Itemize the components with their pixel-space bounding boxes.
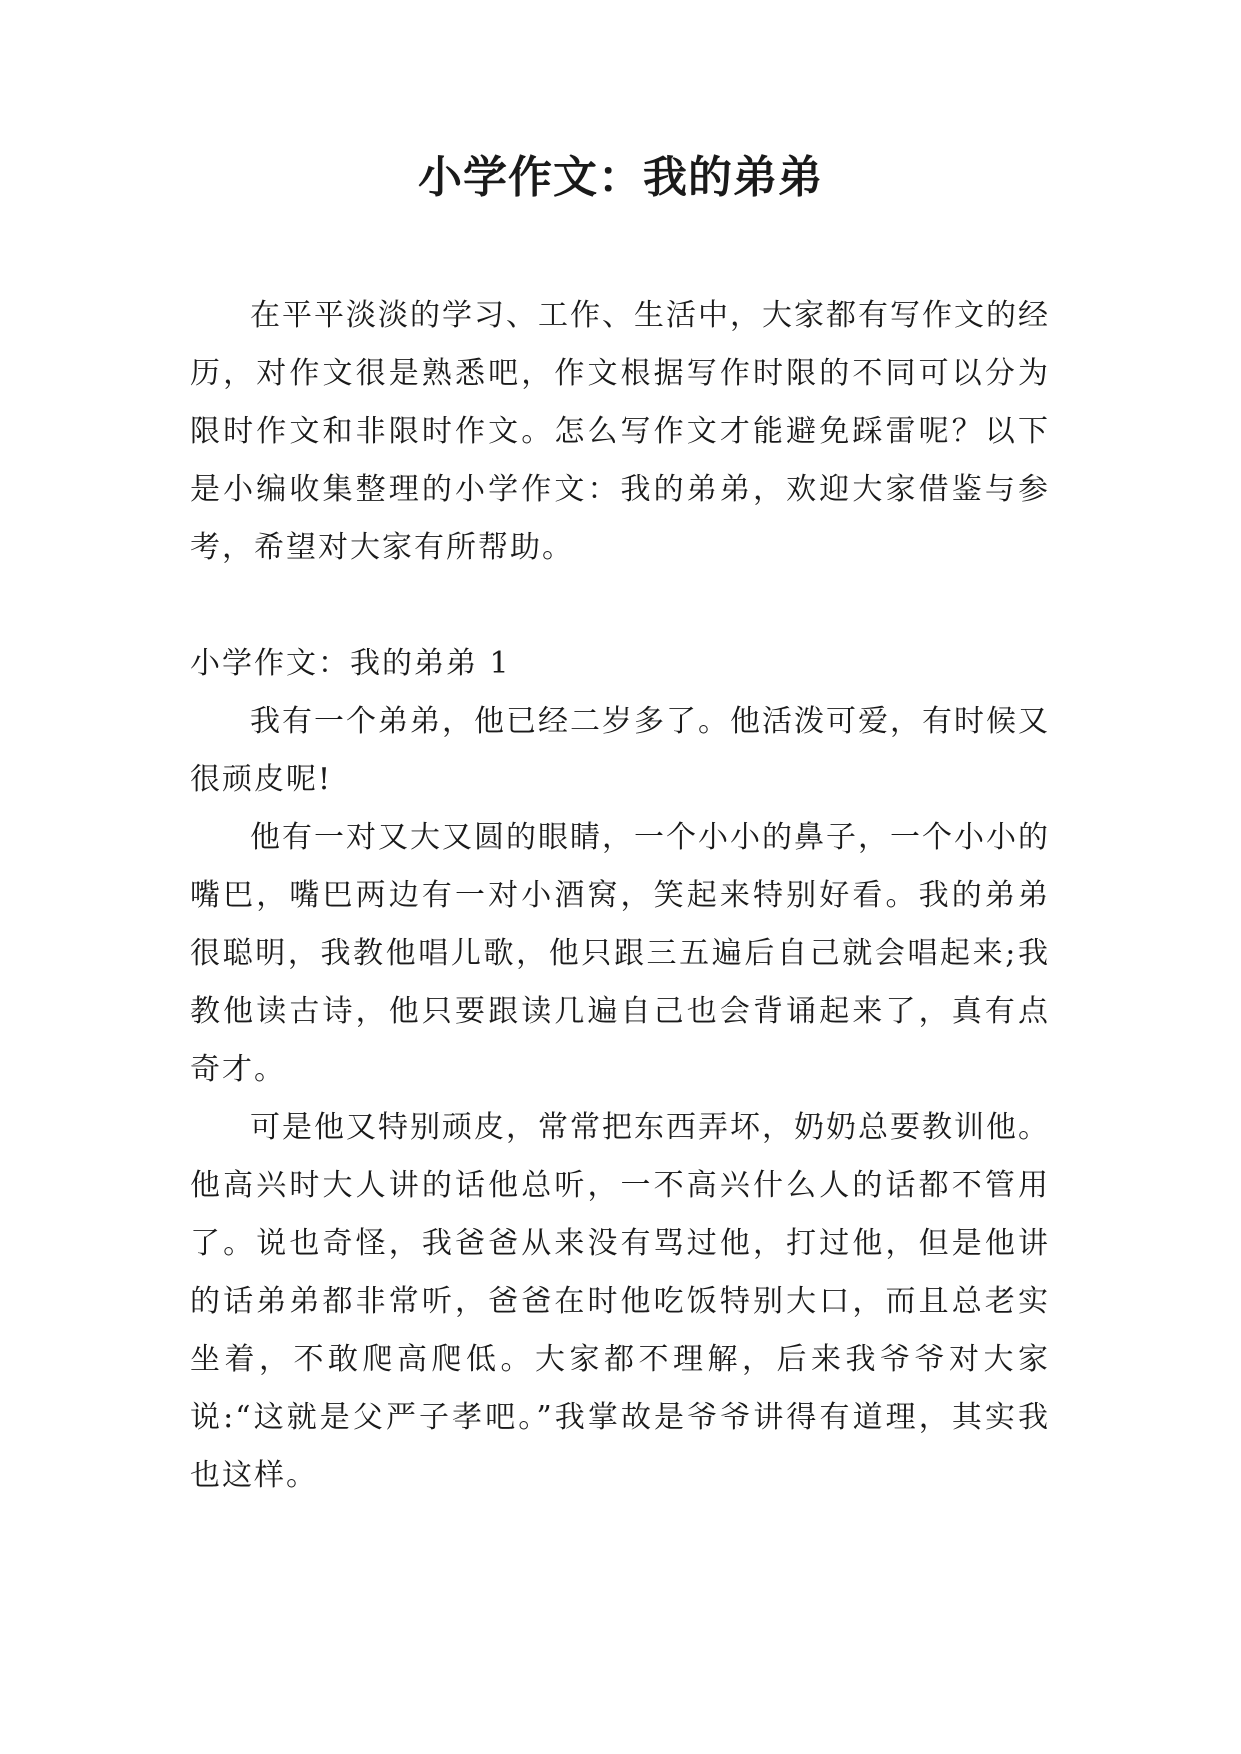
intro-paragraph: 在平平淡淡的学习、工作、生活中，大家都有写作文的经历，对作文很是熟悉吧，作文根据写作时限的不同可以分为限时作文和非限时作文。怎么写作文才能避免踩雷呢？以下是小编收集整理的小学作文：我的弟弟，欢迎大家借鉴与参考，希望对大家有所帮助。 <box>190 298 1050 565</box>
body-paragraph-3: 可是他又特别顽皮，常常把东西弄坏，奶奶总要教训他。他高兴时大人讲的话他总听，一不高兴什么人的话都不管用了。说也奇怪，我爸爸从来没有骂过他，打过他，但是他讲的话弟弟都非常听，爸爸在时他吃饭特别大口，而且总老实坐着，不敢爬高爬低。大家都不理解，后来我爷爷对大家说:“这就是父严子孝吧。”我掌故是爷爷讲得有道理，其实我也这样。 <box>190 1110 1050 1493</box>
body-paragraph-2: 他有一对又大又圆的眼睛，一个小小的鼻子，一个小小的嘴巴，嘴巴两边有一对小酒窝，笑起来特别好看。我的弟弟很聪明，我教他唱儿歌，他只跟三五遍后自己就会唱起来;我教他读古诗，他只要跟读几遍自己也会背诵起来了，真有点奇才。 <box>190 820 1050 1087</box>
page-title: 小学作文：我的弟弟 <box>418 152 823 203</box>
paragraph-spacer <box>190 577 1050 635</box>
section-heading: 小学作文：我的弟弟 1 <box>190 646 511 681</box>
document-body <box>190 287 1050 1505</box>
body-paragraph-1: 我有一个弟弟，他已经二岁多了。他活泼可爱，有时候又很顽皮呢! <box>190 704 1050 797</box>
